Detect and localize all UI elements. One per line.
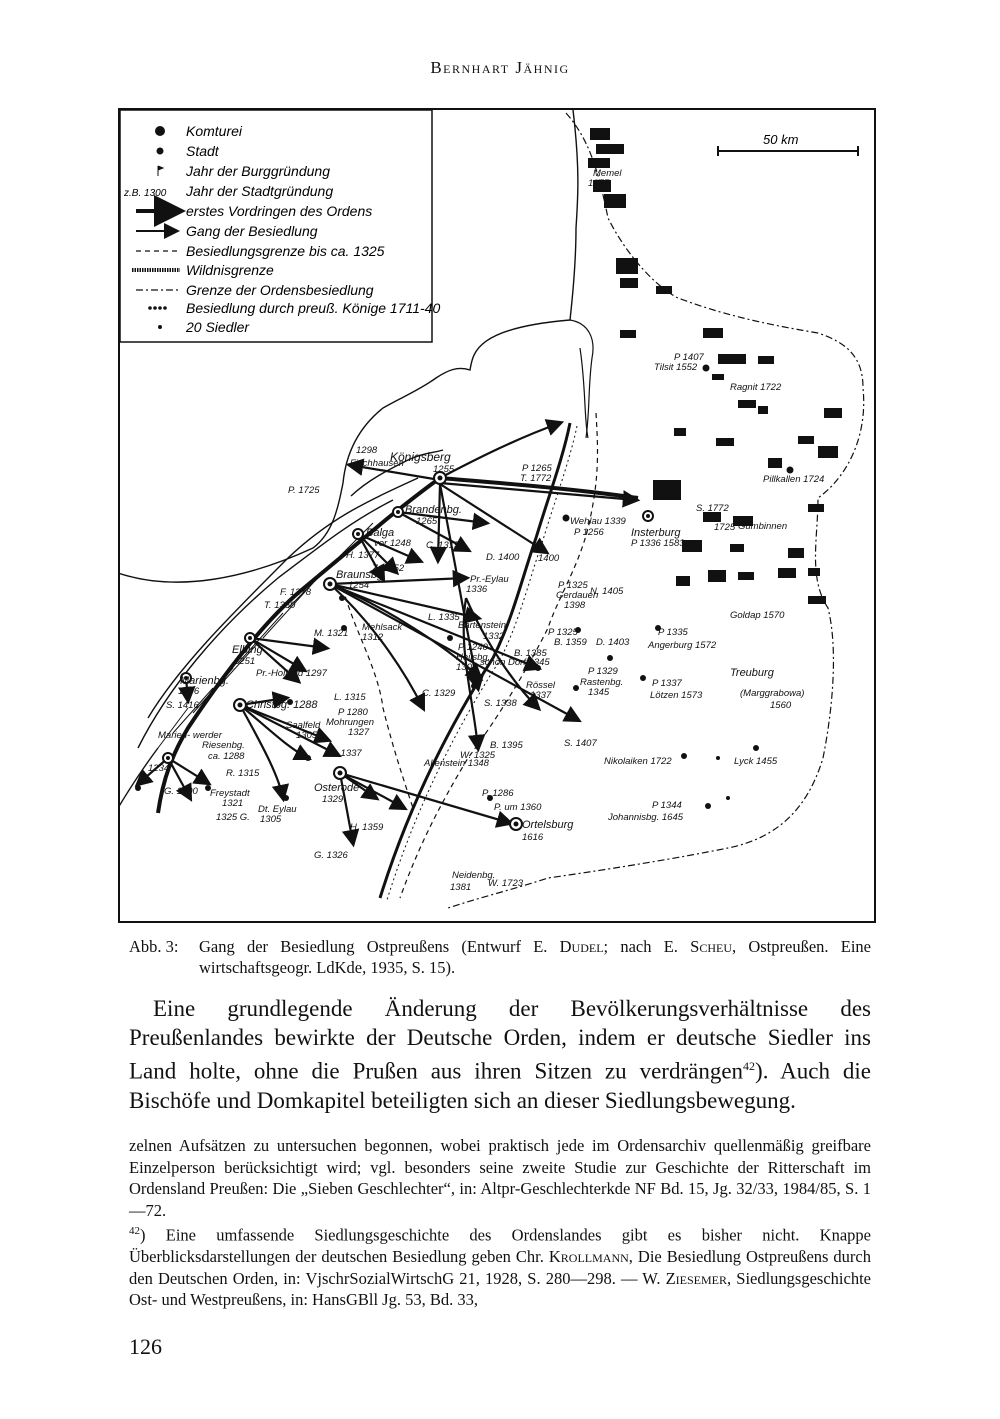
scale-label: 50 km <box>763 132 799 147</box>
place-year: 1332 <box>483 631 505 642</box>
place-label: C. 1329 <box>422 688 456 699</box>
place-year: 1298 <box>356 445 378 456</box>
settlement-map <box>118 108 876 923</box>
place-sub: (Marggrabowa) <box>740 688 805 699</box>
place-label: S. 1416 <box>166 700 199 711</box>
legend-label: Besiedlungsgrenze bis ca. 1325 <box>186 243 385 259</box>
footnote-text: , Siedlungsgeschichte Ost- und Westpreußens, in: HansGBll Jg. 53, Bd. 33, <box>129 1268 871 1309</box>
place-label: D. 1400 <box>486 552 520 563</box>
place-label: 1325 G. <box>216 812 250 823</box>
place-label: Nikolaiken 1722 <box>604 756 672 767</box>
place-label: Gumbinnen <box>738 521 788 532</box>
place-year: 1234 <box>148 763 170 774</box>
place-label: Mohrungen <box>326 717 375 728</box>
legend-symbol-komturei <box>155 126 165 136</box>
place-year: P 1407 <box>674 352 704 363</box>
place-label: Christbg. 1288 <box>246 699 318 711</box>
place-label: W. 1723 <box>488 878 524 889</box>
legend-symbol-text: z.B. 1300 <box>124 188 167 199</box>
place-label: Lötzen 1573 <box>650 690 703 701</box>
place-label: Wehlau 1339 <box>570 516 626 527</box>
caption-text-part: ; nach E. <box>603 937 691 956</box>
place-label: S. 1338 <box>484 698 517 709</box>
place-label: Heilsbg. <box>456 652 491 663</box>
legend-label: Gang der Besiedlung <box>186 223 318 239</box>
place-year: 1251 <box>234 656 256 667</box>
scale-bar <box>718 132 858 156</box>
place-year: P 1256 <box>574 527 604 538</box>
place-year: P 1325 <box>548 627 578 638</box>
place-label: Bartenstein <box>458 620 507 631</box>
place-year: 1329 <box>322 794 344 805</box>
footnote-reference: 42 <box>743 1059 756 1073</box>
running-head: Bernhart Jähnig <box>430 58 570 77</box>
place-label: Mehlsack <box>362 622 403 633</box>
body-text: ). Auch die Bischöfe und Domkapitel beteiligten sich an dieser Siedlungsbewegung. <box>129 1058 871 1113</box>
footnote-author: Krollmann <box>548 1247 629 1266</box>
place-year: 1305 <box>260 814 282 825</box>
caption-label: Abb. 3: <box>129 937 179 956</box>
place-label: Tilsit 1552 <box>654 362 698 373</box>
place-label: Gerdauen <box>556 590 599 601</box>
place-label: Königsberg <box>390 450 451 464</box>
place-year: 1725 <box>714 522 736 533</box>
place-year: 1321 <box>222 798 244 809</box>
legend-symbol-stadt <box>157 148 164 155</box>
legend-label: Besiedlung durch preuß. Könige 1711-40 <box>186 300 441 316</box>
place-label: S. 1407 <box>564 738 597 749</box>
place-label: 1400 <box>538 553 560 564</box>
place-label: B. 1395 <box>490 740 523 751</box>
place-year: P 1265 <box>522 463 552 474</box>
place-year: 1308 <box>456 662 478 673</box>
place-label: Elbing <box>232 644 263 656</box>
place-label: Dt. Eylau <box>258 804 297 815</box>
place-year: P 1337 <box>652 678 682 689</box>
place-year: 1257 <box>588 178 610 189</box>
place-label: T. 1772 <box>520 473 552 484</box>
place-label: R. 1315 <box>226 768 260 779</box>
footnote-text: ) Eine umfassende Siedlungsgeschichte des Ordenslandes gibt es bisher nicht. Knappe Überblicksdarstellungen der deutschen Besiedlung geben Chr. <box>129 1225 871 1266</box>
body-text: Eine grundlegende Änderung der Bevölkerungsverhältnisse des Preußenlandes bewirkte der Deutsche Orden, indem er deutsche Siedler ins Land holte, ohne die Prußen aus ihren Sitzen zu verdrängen <box>129 996 871 1084</box>
place-year: P 1280 <box>338 707 368 718</box>
footnote-42 <box>129 1221 871 1311</box>
place-year: 1345 <box>588 687 610 698</box>
place-label: Braunsbg. <box>336 569 387 581</box>
place-label: G. 1300 <box>164 786 198 797</box>
place-label: Z. 1352 <box>372 563 405 574</box>
legend-label: Jahr der Stadtgründung <box>186 183 334 199</box>
place-label: L. 1335 <box>428 612 460 623</box>
place-label: Balga <box>366 527 395 539</box>
place-year: P 1329 <box>588 666 618 677</box>
place-label: Goldap 1570 <box>730 610 785 621</box>
place-year: 1312 <box>362 632 384 643</box>
place-year: 1255 <box>433 464 455 475</box>
place-year: 1276 <box>178 686 200 697</box>
place-label: W. 1325 <box>460 750 496 761</box>
place-label: Insterburg <box>631 527 681 539</box>
place-year: 1336 <box>466 584 488 595</box>
place-label: S. 1772 <box>696 503 729 514</box>
place-label: Rössel <box>526 680 556 691</box>
place-year: vor 1248 <box>374 538 411 549</box>
curonian-lagoon <box>570 320 593 438</box>
legend-label: Grenze der Ordensbesiedlung <box>186 282 374 298</box>
place-year: 1616 <box>522 832 544 843</box>
place-label: D. 1403 <box>596 637 630 648</box>
place-label: Brandenbg. <box>405 504 462 516</box>
place-label: Pr.-Eylau <box>470 574 509 585</box>
place-label: Treuburg <box>730 667 774 679</box>
caption-author: Scheu <box>690 937 732 956</box>
place-label: Saalfeld <box>286 720 321 731</box>
place-year: ca. 1288 <box>208 751 245 762</box>
place-year: B. 1385 <box>514 648 547 659</box>
page-number: 126 <box>129 1334 162 1359</box>
figure-caption <box>129 936 871 978</box>
place-label: Johannisbg. 1645 <box>608 812 684 823</box>
place-label: Ortelsburg <box>522 819 574 831</box>
place-label: Fischhausen <box>350 458 404 469</box>
place-label: Freystadt <box>210 788 250 799</box>
place-label: P. 1286 <box>482 788 514 799</box>
caption-author: Dudel <box>559 937 604 956</box>
place-label: B. 1359 <box>554 637 587 648</box>
legend-symbol-small-dot <box>158 325 162 329</box>
place-label: Angerburg 1572 <box>648 640 717 651</box>
place-label: Osterode <box>314 782 360 794</box>
legend-label: erstes Vordringen des Ordens <box>186 203 373 219</box>
place-label: Pr.-Holland 1297 <box>256 668 327 679</box>
footnote-text: , Die Besiedlung Ostpreußens durch den Deutschen Orden, in: VjschrSozialWirtschG 21, 1928, S. 280—298. — W. <box>129 1247 871 1288</box>
place-year: P 1336 1583 <box>631 538 685 549</box>
place-year: 1327 <box>348 727 370 738</box>
place-label: Rastenbg. <box>580 677 624 688</box>
place-label: T. 1350 <box>264 600 296 611</box>
place-year: 1381 <box>450 882 472 893</box>
place-label: Riesenbg. <box>202 740 245 751</box>
place-label: N. 1405 <box>590 586 624 597</box>
place-label: P. 1725 <box>288 485 320 496</box>
place-label: H. 1377 <box>346 550 380 561</box>
caption-text-part: , Ostpreußen. Eine wirtschaftsgeogr. LdKde, 1935, S. 15). <box>199 937 871 977</box>
body-paragraph <box>129 994 871 1115</box>
place-label: Marien- werder <box>158 730 222 741</box>
place-year: P 1240 <box>458 642 488 653</box>
place-label: Neidenbg. <box>452 870 496 881</box>
place-label: schön Dorf 1345 <box>480 657 550 668</box>
place-year: P 1344 <box>652 800 682 811</box>
legend-label: Wildnisgrenze <box>186 262 274 278</box>
place-label: F. 1278 <box>280 587 311 598</box>
caption-text <box>199 936 871 978</box>
legend-label: Stadt <box>186 143 219 159</box>
place-year: 1560 <box>770 700 792 711</box>
place-year: P. um 1360 <box>494 802 542 813</box>
place-label: Memel <box>593 168 622 179</box>
legend-label: 20 Siedler <box>186 319 250 335</box>
footnote-number: 42 <box>129 1225 140 1237</box>
place-label: Marienbg. <box>180 675 229 687</box>
place-year: 1337 <box>530 690 552 701</box>
place-label: Allenstein 1348 <box>424 758 489 769</box>
place-label: Pillkallen 1724 <box>763 474 825 485</box>
place-label: Ragnit 1722 <box>730 382 782 393</box>
place-label: L. 1337 <box>330 748 362 759</box>
footnotes <box>129 1135 871 1311</box>
footnote-author: Ziesemer <box>665 1268 728 1288</box>
place-year: P 1325 <box>558 580 588 591</box>
settlement-map-figure <box>118 108 876 923</box>
place-year: P 1335 <box>658 627 688 638</box>
place-year: 1305 <box>296 730 318 741</box>
place-label: C. 1315 <box>426 540 460 551</box>
place-label: G. 1326 <box>314 850 348 861</box>
place-label: M. 1321 <box>314 628 349 639</box>
caption-text-part: Gang der Besiedlung Ostpreußens (Entwurf E. <box>199 937 560 956</box>
place-year: 1398 <box>564 600 586 611</box>
place-year: 1265 <box>416 516 438 527</box>
place-label: H. 1359 <box>350 822 384 833</box>
place-year: 1254 <box>348 580 370 591</box>
legend-label: Komturei <box>186 123 243 139</box>
place-label: L. 1315 <box>334 692 366 703</box>
footnote-continuation: zelnen Aufsätzen zu untersuchen begonnen, wobei praktisch jede im Ordensarchiv quellenmäßig greifbare Einzelperson berücksichtigt wird; vgl. besonders seine zweite Studie zur Geschichte der Ritterschaft im Ordensland Preußen: Die „Sieben Geschlechter“, in: Altpr-Geschlechterkde NF Bd. 15, Jg. 32/33, 1984/85, S. 1—72. <box>129 1136 871 1220</box>
place-label: Lyck 1455 <box>734 756 778 767</box>
legend-label: Jahr der Burggründung <box>186 163 330 179</box>
